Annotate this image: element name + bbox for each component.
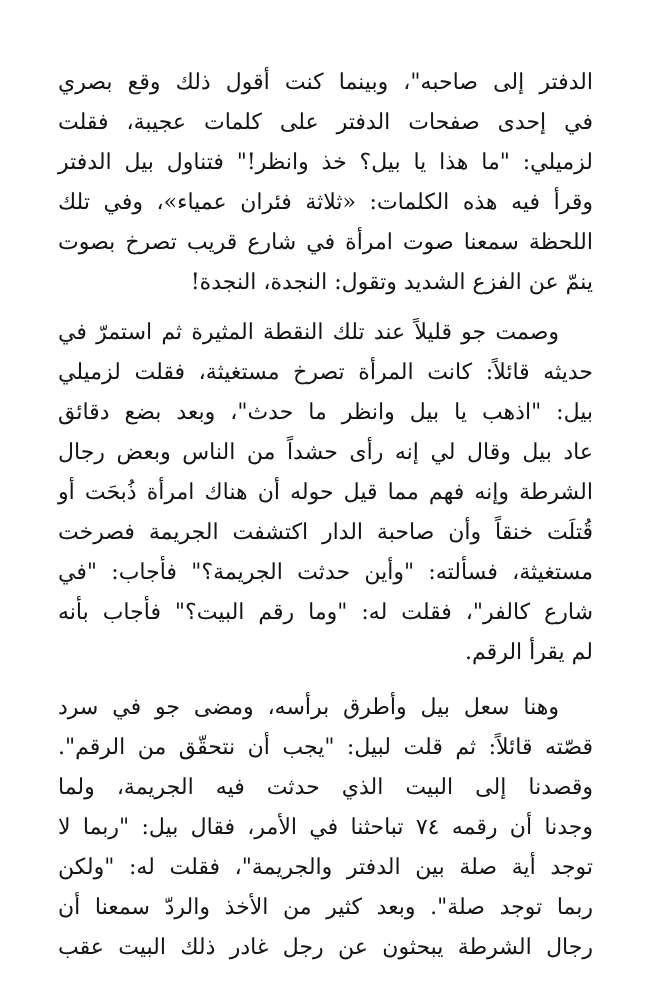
paragraph-2-line-7: مستغيثة، فسألته: "وأين حدثت الجريمة؟" فأجاب: "في [58, 560, 593, 585]
paragraph-2-line-6: قُتلَت خنقاً وأن صاحبة الدار اكتشفت الجريمة فصرخت [58, 520, 593, 545]
paragraph-3-line-6: ربما توجد صلة". وبعد كثير من الأخذ والردّ سمعنا أن [58, 895, 593, 920]
paragraph-2-line-9: لم يقرأ الرقم. [465, 640, 593, 665]
paragraph-1-line-4: وقرأ فيه هذه الكلمات: «ثلاثة فئران عمياء»، وفي تلك [58, 190, 593, 215]
paragraph-2-line-5: الشرطة وإنه فهم مما قيل حوله أن هناك امرأة ذُبحَت أو [58, 480, 593, 505]
paragraph-1-line-1: الدفتر إلى صاحبه"، وبينما كنت أقول ذلك وقع بصري [58, 70, 593, 95]
paragraph-2-line-4: عاد بيل وقال لي إنه رأى حشداً من الناس وبعض رجال [58, 440, 593, 465]
paragraph-2-line-2: حديثه قائلاً: كانت المرأة تصرخ مستغيثة، فقلت لزميلي [58, 360, 593, 385]
paragraph-3-line-7: رجال الشرطة يبحثون عن رجل غادر ذلك البيت عقب [58, 935, 593, 960]
paragraph-3-line-5: توجد أية صلة بين الدفتر والجريمة"، فقلت له: "ولكن [58, 855, 593, 880]
paragraph-1-line-3: لزميلي: "ما هذا يا بيل؟ خذ وانظر!" فتناول بيل الدفتر [58, 150, 593, 175]
paragraph-3-line-1: وهنا سعل بيل وأطرق برأسه، ومضى جو في سرد [58, 695, 559, 720]
paragraph-3-line-4: وجدنا أن رقمه ٧٤ تباحثنا في الأمر، فقال بيل: "ربما لا [58, 815, 593, 840]
paragraph-1-line-2: في إحدى صفحات الدفتر على كلمات عجيبة، فقلت [58, 110, 593, 135]
paragraph-2-line-3: بيل: "اذهب يا بيل وانظر ما حدث"، وبعد بضع دقائق [58, 400, 593, 425]
paragraph-1-line-5: اللحظة سمعنا صوت امرأة في شارع قريب تصرخ بصوت [58, 230, 593, 255]
paragraph-3-line-2: قصّته قائلاً: ثم قلت لبيل: "يجب أن نتحقّق من الرقم". [58, 735, 593, 760]
paragraph-3-line-3: وقصدنا إلى البيت الذي حدثت فيه الجريمة، ولما [58, 775, 593, 800]
paragraph-2-line-1: وصمت جو قليلاً عند تلك النقطة المثيرة ثم استمرّ في [58, 320, 559, 345]
paragraph-1-line-6: ينمّ عن الفزع الشديد وتقول: النجدة، النجدة! [190, 270, 593, 295]
paragraph-2-line-8: شارع كالفر"، فقلت له: "وما رقم البيت؟" فأجاب بأنه [58, 600, 593, 625]
